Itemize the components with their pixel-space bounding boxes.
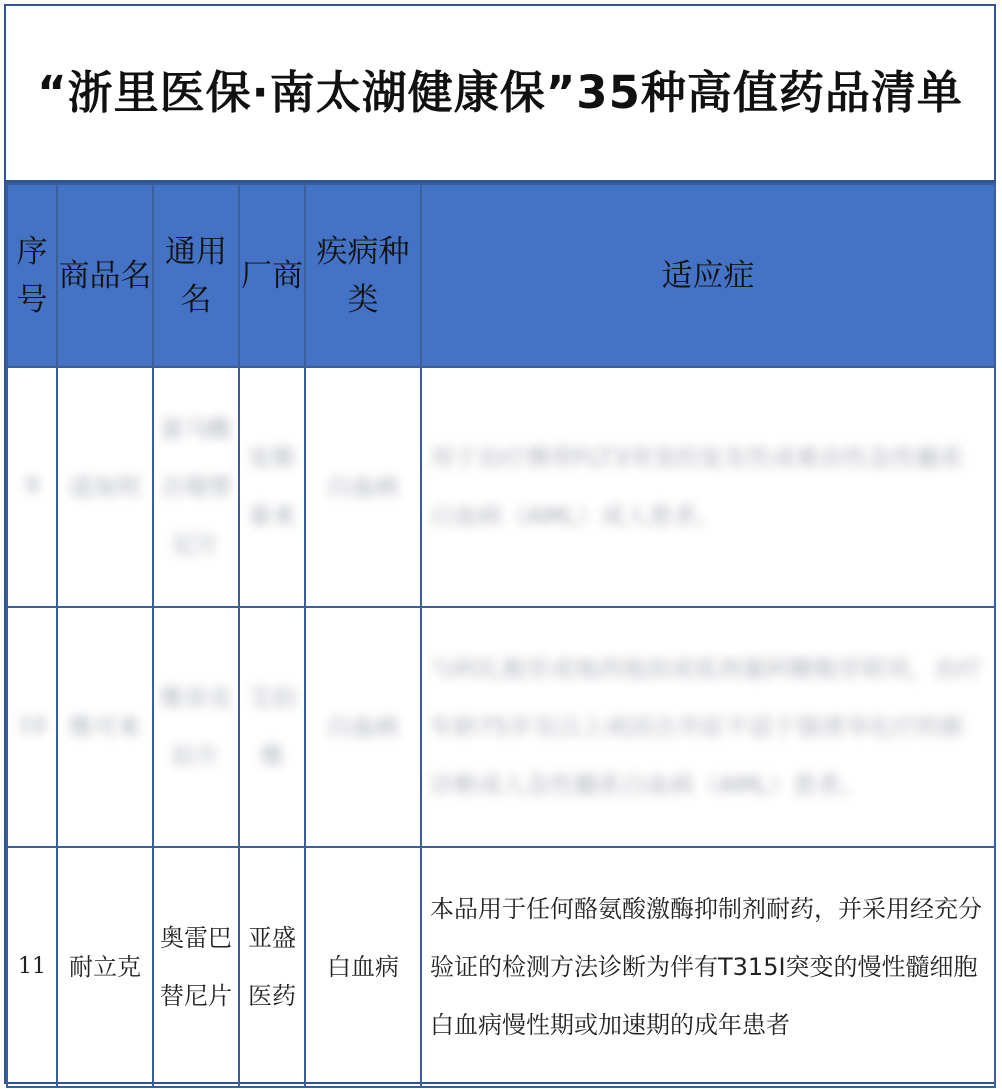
cell-generic-name: 奥雷巴替尼片 xyxy=(153,847,239,1087)
cell-indication: 本品用于任何酪氨酸激酶抑制剂耐药，并采用经充分验证的检测方法诊断为伴有T315I突变的慢性髓细胞白血病慢性期或加速期的成年患者 xyxy=(421,847,995,1087)
cell-manufacturer: 安斯泰来 xyxy=(239,367,305,607)
cell-generic-name: 维奈克拉片 xyxy=(153,607,239,847)
drug-table xyxy=(6,183,996,1088)
header-disease-type: 疾病种类 xyxy=(305,184,421,367)
table-row xyxy=(7,847,995,1087)
cell-serial: 9 xyxy=(7,367,57,607)
drug-list-frame xyxy=(4,4,996,1084)
cell-brand-name: 适加坦 xyxy=(57,367,153,607)
header-manufacturer: 厂商 xyxy=(239,184,305,367)
cell-brand-name: 维可来 xyxy=(57,607,153,847)
header-generic-name: 通用名 xyxy=(153,184,239,367)
table-header-row xyxy=(7,184,995,367)
table-row xyxy=(7,367,995,607)
cell-generic-name: 富马酸吉瑞替尼片 xyxy=(153,367,239,607)
page-title: “浙里医保·南太湖健康保”35种高值药品清单 xyxy=(6,6,994,183)
cell-disease-type: 白血病 xyxy=(305,367,421,607)
cell-disease-type: 白血病 xyxy=(305,847,421,1087)
cell-serial: 11 xyxy=(7,847,57,1087)
header-brand-name: 商品名 xyxy=(57,184,153,367)
cell-manufacturer: 艾伯维 xyxy=(239,607,305,847)
cell-brand-name: 耐立克 xyxy=(57,847,153,1087)
cell-manufacturer: 亚盛医药 xyxy=(239,847,305,1087)
cell-disease-type: 白血病 xyxy=(305,607,421,847)
cell-indication: 与阿扎胞苷或地西他滨或低剂量阿糖胞苷联用，治疗年龄75岁及以上或因合并症不适于强诱导化疗的新诊断成人急性髓系白血病（AML）患者。 xyxy=(421,607,995,847)
table-row xyxy=(7,607,995,847)
cell-indication: 用于治疗携带FLT3突变的复发性或难治性急性髓系白血病（AML）成人患者。 xyxy=(421,367,995,607)
cell-serial: 10 xyxy=(7,607,57,847)
header-indication: 适应症 xyxy=(421,184,995,367)
header-serial: 序号 xyxy=(7,184,57,367)
